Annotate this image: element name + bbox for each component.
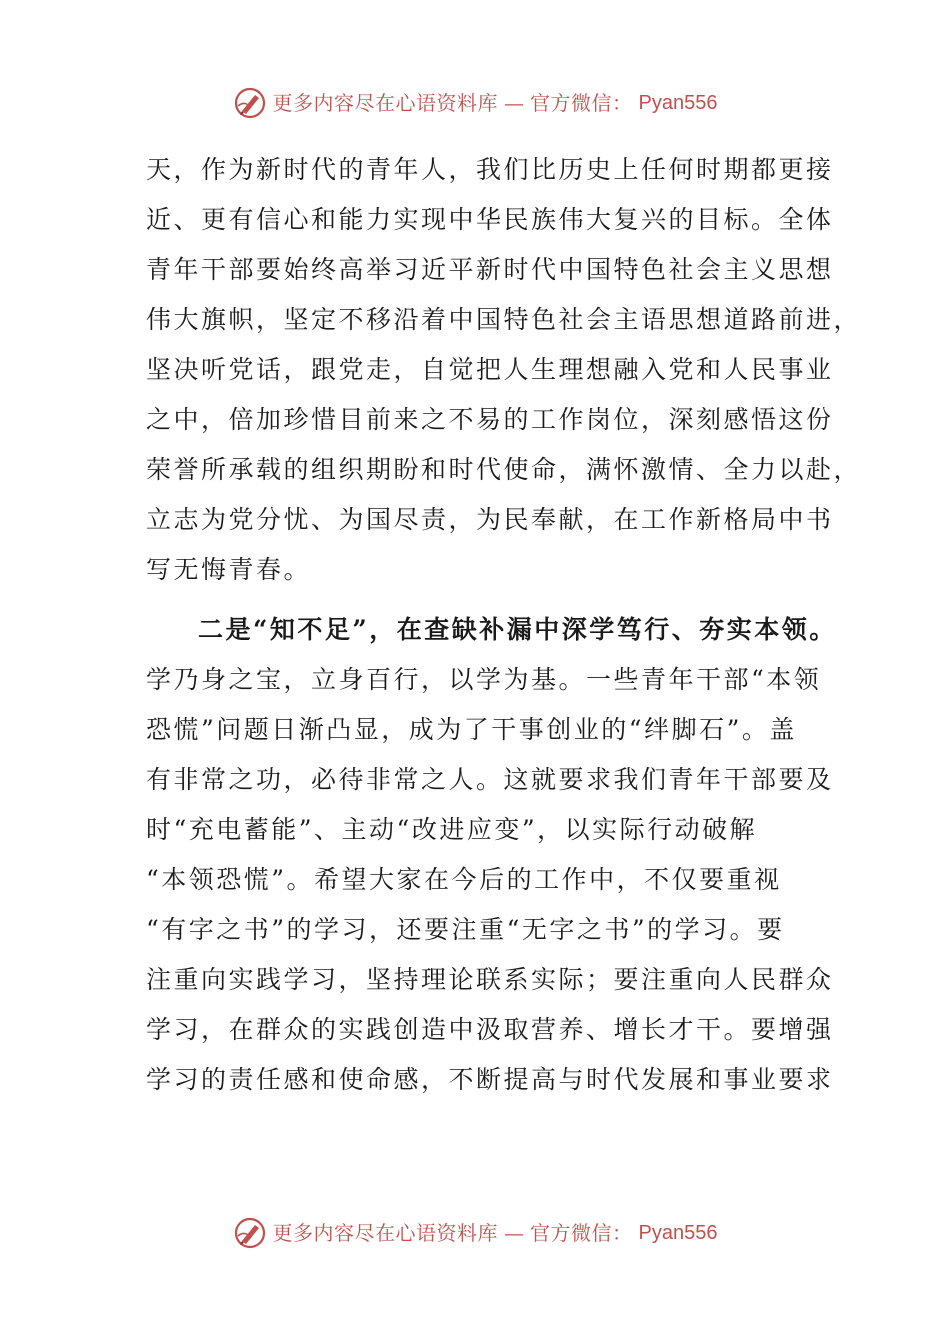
pen-logo-icon bbox=[233, 1216, 267, 1250]
section-heading: 二是“知不足”，在查缺补漏中深学笃行、夯实本领。 bbox=[198, 615, 837, 644]
footer-wechat-label: 官方微信： bbox=[530, 1221, 633, 1245]
paragraph-line: 天，作为新时代的青年人，我们比历史上任何时期都更接 bbox=[146, 155, 834, 184]
paragraph-line: 学习，在群众的实践创造中汲取营养、增长才干。要增强 bbox=[146, 1015, 834, 1044]
paragraph-2 bbox=[146, 605, 837, 1105]
paragraph-line: 坚决听党话，跟党走，自觉把人生理想融入党和人民事业 bbox=[146, 355, 834, 384]
paragraph-line: 青年干部要始终高举习近平新时代中国特色社会主义思想 bbox=[146, 255, 834, 284]
footer-brand-text: 更多内容尽在心语资料库 bbox=[272, 1221, 499, 1245]
paragraph-line: 恐慌”问题日渐凸显，成为了干事创业的“绊脚石”。盖 bbox=[146, 715, 797, 744]
footer-banner bbox=[0, 1216, 950, 1250]
footer-wechat-id: Pyan556 bbox=[638, 1222, 718, 1244]
header-separator: — bbox=[504, 91, 525, 115]
paragraph-line: 学习的责任感和使命感，不断提高与时代发展和事业要求 bbox=[146, 1065, 834, 1094]
paragraph-line: 立志为党分忧、为国尽责，为民奉献，在工作新格局中书 bbox=[146, 505, 834, 534]
paragraph-1 bbox=[146, 145, 862, 595]
pen-logo-icon bbox=[233, 86, 267, 120]
header-wechat-label: 官方微信： bbox=[530, 91, 633, 115]
paragraph-line: 伟大旗帜，坚定不移沿着中国特色社会主语思想道路前进， bbox=[146, 305, 862, 334]
paragraph-line: 学乃身之宝，立身百行，以学为基。一些青年干部“本领 bbox=[146, 665, 822, 694]
paragraph-line: 有非常之功，必待非常之人。这就要求我们青年干部要及 bbox=[146, 765, 834, 794]
paragraph-line: 写无悔青春。 bbox=[146, 555, 312, 584]
paragraph-line: 时“充电蓄能”、主动“改进应变”，以实际行动破解 bbox=[146, 815, 758, 844]
paragraph-line: 近、更有信心和能力实现中华民族伟大复兴的目标。全体 bbox=[146, 205, 834, 234]
footer-separator: — bbox=[504, 1221, 525, 1245]
paragraph-line: 之中，倍加珍惜目前来之不易的工作岗位，深刻感悟这份 bbox=[146, 405, 834, 434]
header-brand-text: 更多内容尽在心语资料库 bbox=[272, 91, 499, 115]
paragraph-line: “有字之书”的学习，还要注重“无字之书”的学习。要 bbox=[146, 915, 785, 944]
header-wechat-id: Pyan556 bbox=[638, 92, 718, 114]
paragraph-line: “本领恐慌”。希望大家在今后的工作中，不仅要重视 bbox=[146, 865, 782, 894]
paragraph-line: 荣誉所承载的组织期盼和时代使命，满怀激情、全力以赴， bbox=[146, 455, 862, 484]
header-banner bbox=[0, 86, 950, 120]
paragraph-line: 注重向实践学习，坚持理论联系实际；要注重向人民群众 bbox=[146, 965, 834, 994]
